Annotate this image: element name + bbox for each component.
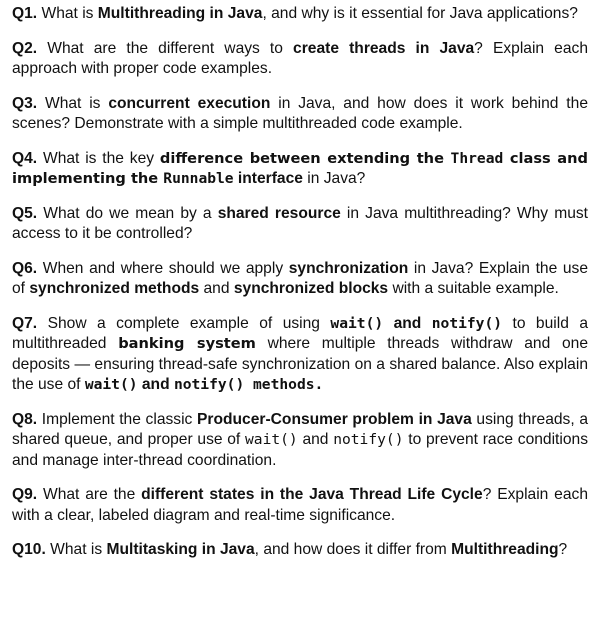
key-term: synchronized methods (29, 280, 200, 297)
code-term: notify() (333, 431, 404, 448)
question-2: Q2. What are the different ways to create threads in Java? Explain each approach with proper code examples. (12, 39, 588, 77)
key-term: concurrent execution (108, 94, 271, 112)
question-number: Q5. (12, 204, 38, 222)
question-number: Q9. (12, 486, 38, 503)
question-10: Q10. What is Multitasking in Java, and how does it differ from Multithreading? (12, 541, 568, 558)
key-term: Multithreading in Java (97, 5, 263, 22)
key-term: difference between extending the (159, 149, 451, 167)
code-term: notify() (431, 314, 503, 332)
code-term: wait() (84, 376, 138, 393)
question-number: Q10. (12, 541, 46, 558)
question-3: Q3. What is concurrent execution in Java, and how does it work behind the scenes? Demonstrate with a simple multithreaded code example. (12, 94, 588, 132)
question-4: Q4. What is the key difference between extending the Thread class and implementing the Runnable interface in Java? (12, 149, 588, 187)
code-term: Runnable (163, 170, 234, 187)
key-term: synchronized blocks (233, 280, 389, 297)
code-term: wait() (245, 431, 298, 448)
question-number: Q6. (12, 259, 38, 277)
question-8: Q8. Implement the classic Producer-Consumer problem in Java using threads, a shared queue, and proper use of wait() and notify() to prevent race conditions and manage inter-thread coordination. (12, 410, 588, 469)
question-5: Q5. What do we mean by a shared resource in Java multithreading? Why must access to it be controlled? (12, 204, 588, 242)
key-term: class and implementing the (12, 149, 588, 187)
question-7: Q7. Show a complete example of using wait() and notify() to build a multithreaded banking system where multiple threads withdraw and one deposits — ensuring thread-safe synchronization on a shared balance. Also explain the use of wait() and notify() methods. (12, 314, 588, 393)
key-term: different states in the Java Thread Life Cycle (141, 486, 483, 503)
question-number: Q1. (12, 5, 38, 22)
key-term: interface (233, 170, 303, 187)
question-number: Q7. (12, 314, 38, 332)
question-6: Q6. When and where should we apply synchronization in Java? Explain the use of synchronized methods and synchronized blocks with a suitable example. (12, 259, 588, 297)
question-number: Q8. (12, 410, 38, 428)
key-term: Multitasking in Java (106, 541, 255, 558)
key-term: create threads in Java (293, 39, 475, 57)
key-term: banking system (118, 335, 256, 352)
code-term: notify() (173, 376, 245, 393)
question-number: Q4. (12, 149, 38, 167)
question-number: Q3. (12, 94, 38, 112)
key-term: Multithreading (451, 541, 559, 558)
question-number: Q2. (12, 39, 38, 57)
question-1: Q1. What is Multithreading in Java, and why is it essential for Java applications? (12, 5, 578, 22)
key-term: Producer-Consumer problem in Java (197, 410, 472, 428)
key-term: synchronization (288, 259, 409, 277)
code-term: Thread (450, 149, 504, 167)
question-9: Q9. What are the different states in the Java Thread Life Cycle? Explain each with a clear, labeled diagram and real-time significance. (12, 486, 588, 524)
key-term: shared resource (217, 204, 341, 222)
code-term: wait() (330, 314, 384, 332)
